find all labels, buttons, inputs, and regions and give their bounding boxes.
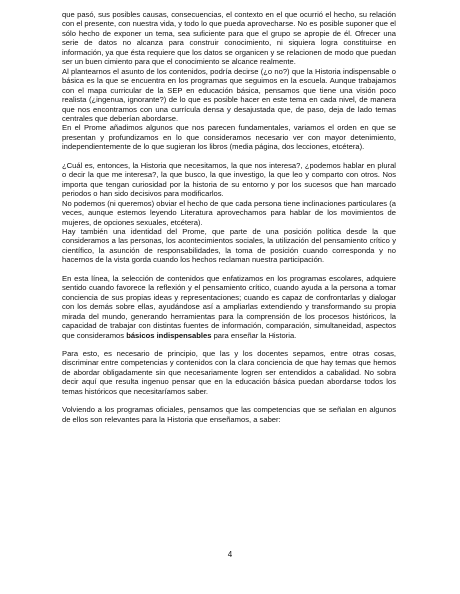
page-body [62,10,396,424]
paragraph-7 [62,274,396,340]
paragraph-3: En el Prome añadimos algunos que nos parecen fundamentales, variamos el orden en que se presentan y profundizamos en lo que consideramos necesario ver con mayor detenimiento, independientemente de lo que sugieran los libros (media página, dos lecciones, etcétera). [62,123,396,152]
paragraph-7-tail: para enseñar la Historia. [211,330,297,340]
paragraph-6: Hay también una identidad del Prome, que parte de una posición política desde la que consideramos a las personas, los acontecimientos sociales, la utilización del pensamiento crítico y científico, la asunción de responsabilidades, la toma de posición cuando corresponda y no hacernos de la vista gorda cuando los hechos reclaman nuestra participación. [62,226,396,265]
paragraph-8: Para esto, es necesario de principio, que las y los docentes sepamos, entre otras cosas, discriminar entre competencias y contenidos con la clara conciencia de que hay temas que hemos de abordar obligadamente sin que necesariamente logren ser entendidos a cabalidad. No sobra decir aquí que resulta ingenuo pensar que en la educación básica puedan abordarse todos los temas históricos que necesitaríamos saber. [62,348,396,396]
paragraph-4: ¿Cuál es, entonces, la Historia que necesitamos, la que nos interesa?, ¿podemos hablar en plural o decir la que me interesa?, la que busco, la que investigo, la que leo y comparto con otros. Nos importa que tengan curiosidad por la historia de su entorno y por los sucesos que han marcado periodos o han sido decisivos para modificarlos. [62,160,396,199]
paragraph-7-text: En esta línea, la selección de contenidos que enfatizamos en los programas escolares, adquiere sentido cuando favorece la reflexión y el pensamiento crítico, cuando ayuda a la persona a tomar conciencia de sus propias ideas y representaciones; cuando es capaz de confrontarlas y dialogar con los demás sobre ellas, ayudándose así a ampliarlas extendiendo y transformando su propia mirada del mundo, generando herramientas para la comprensión de los procesos históricos, la capacidad de trabajar con distintas fuentes de información, comparación, simultaneidad, aspectos que consideramos [62,273,396,340]
paragraph-5: No podemos (ni queremos) obviar el hecho de que cada persona tiene inclinaciones particulares (a veces, aunque estemos leyendo Literatura aprovechamos para hablar de los movimientos de mujeres, de opciones sexuales, etcétera). [62,198,396,227]
emphasis-basicos-indispensables: básicos indispensables [126,330,212,340]
paragraph-1: que pasó, sus posibles causas, consecuencias, el contexto en el que ocurrió el hecho, su relación con el presente, con nuestra vida, y todo lo que pueda aprovecharse. No es posible suponer que el sólo hecho de exponer un tema, sea suficiente para que el grupo se apropie de él. Ofrecer una serie de datos no alcanza para construir conocimiento, ni siquiera logra constituirse en información, ya que ésta requiere que los datos se organicen y se relacionen de modo que puedan ser un buen cimiento para que el conocimiento se alcance realmente. [62,10,396,67]
page-number: 4 [227,550,233,559]
paragraph-2: Al plantearnos el asunto de los contenidos, podría decirse (¿o no?) que la Historia indispensable o básica es la que se encuentra en los programas que seguimos en la escuela. Aunque trabajamos con el mapa curricular de la SEP en educación básica, pensamos que tiene una visión poco realista (¿ingenua, ignorante?) de lo que es posible hacer en este tema en cada nivel, de manera que nos encontramos con una currícula densa y desajustada que, de paso, deja de lado temas centrales que deberían abordarse. [62,66,396,123]
paragraph-9: Volviendo a los programas oficiales, pensamos que las competencias que se señalan en algunos de ellos son relevantes para la Historia que enseñamos, a saber: [62,405,396,424]
